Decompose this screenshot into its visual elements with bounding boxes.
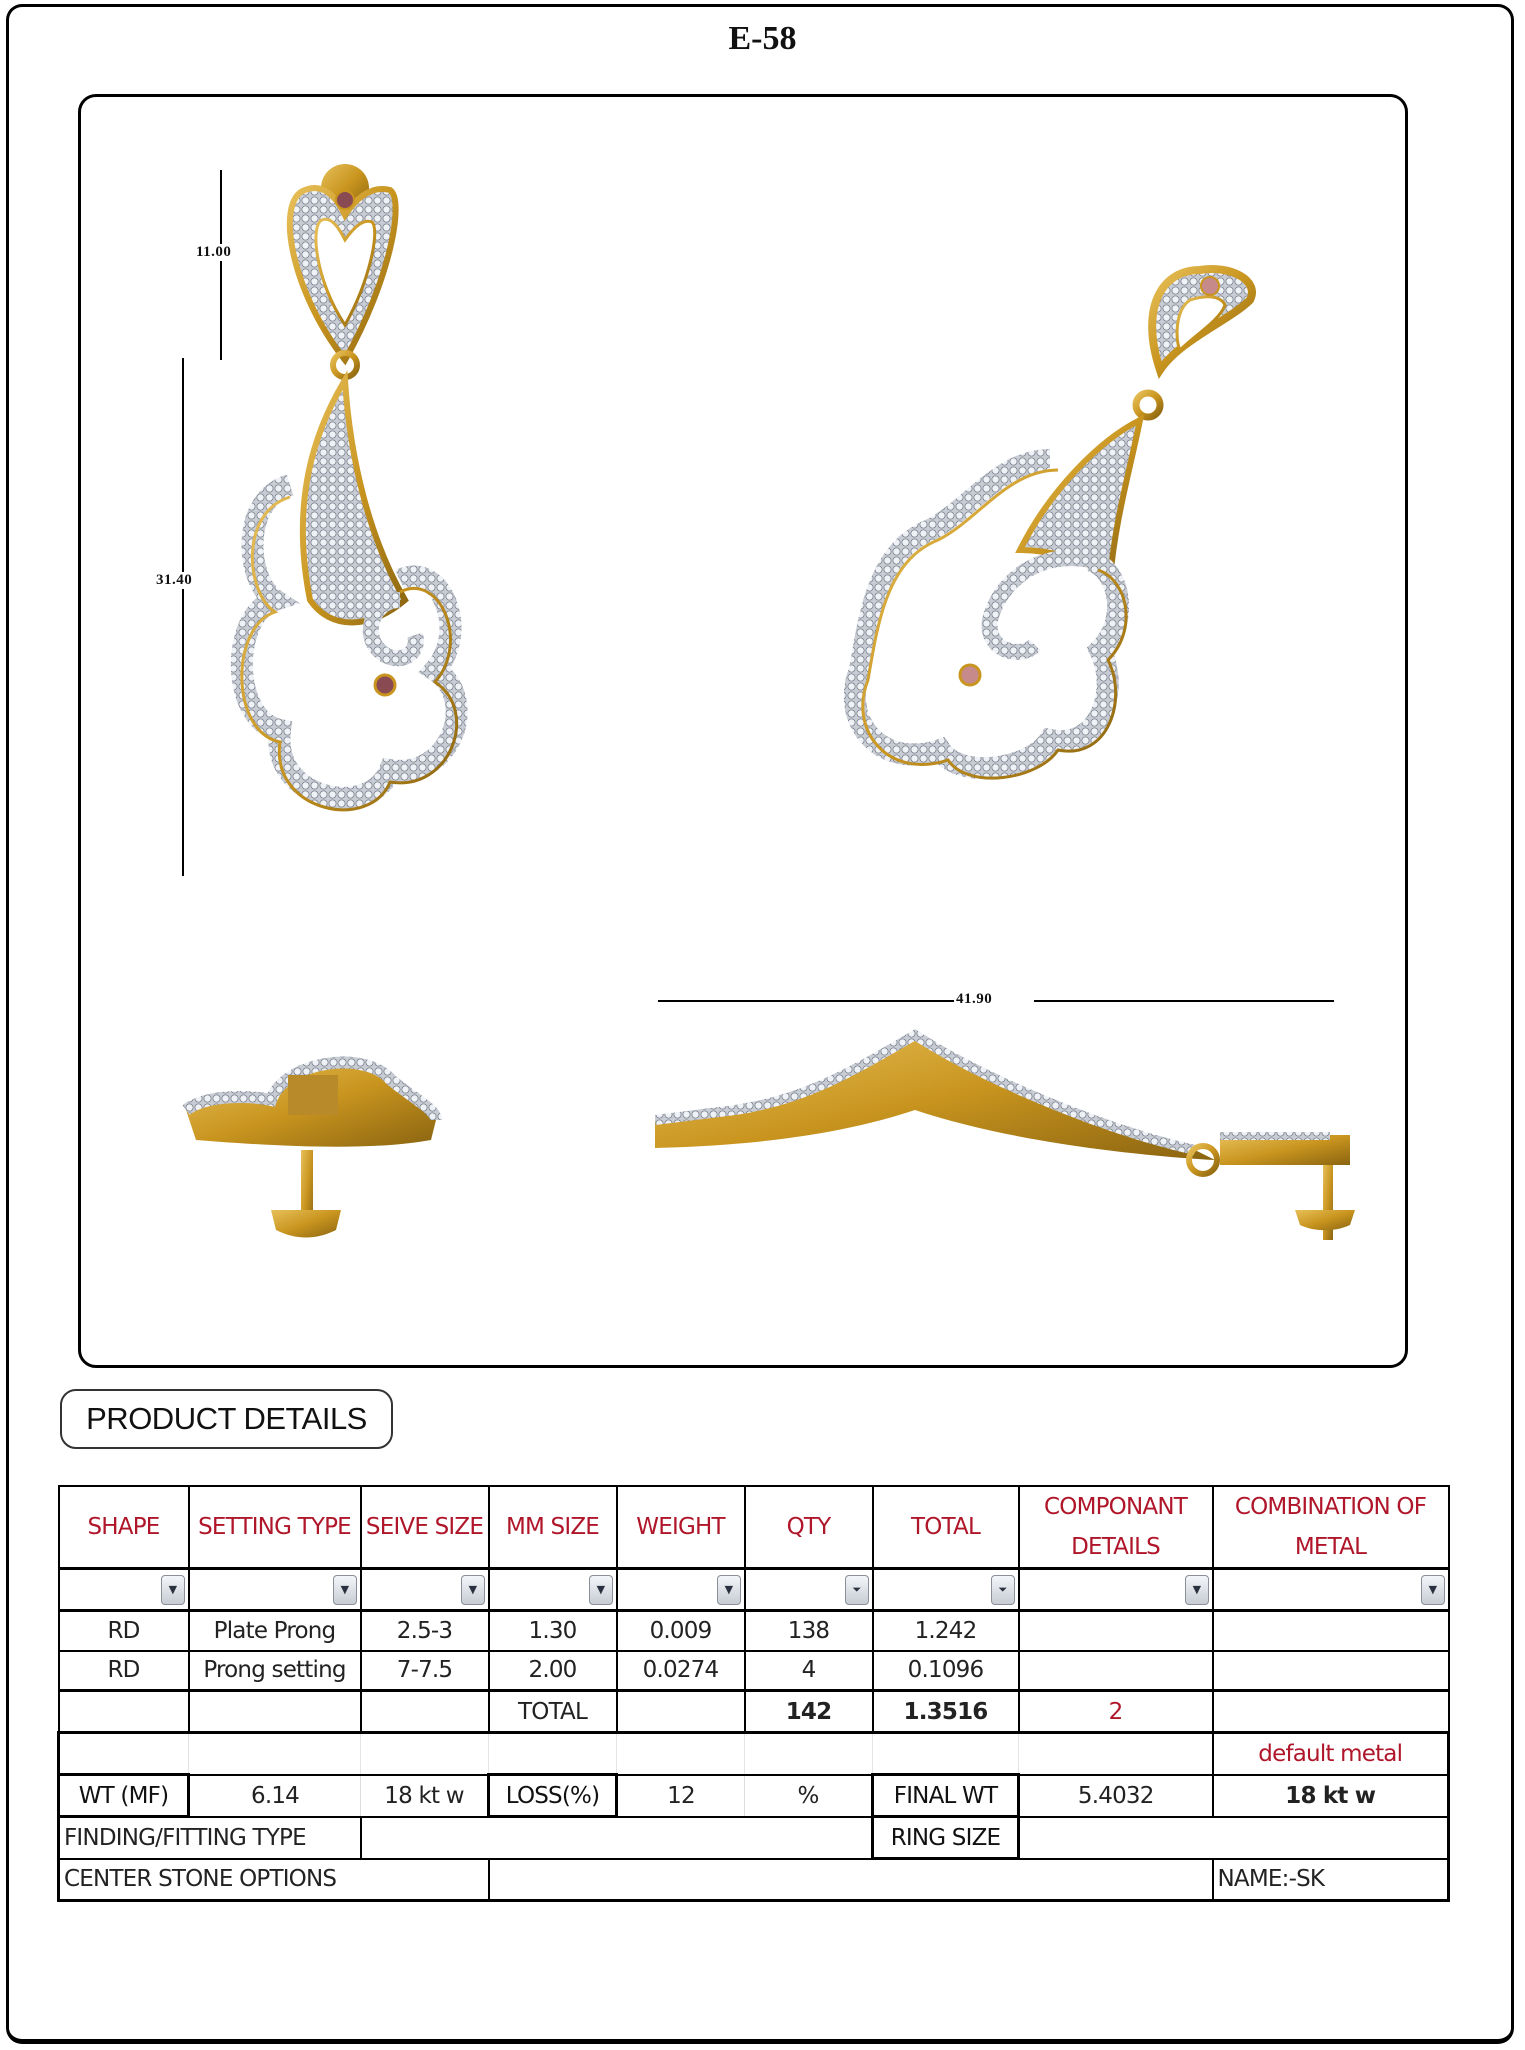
default-metal-row [59, 1733, 1449, 1775]
loss-label: LOSS(%) [489, 1775, 617, 1817]
dimension-line-side-left [658, 1000, 958, 1002]
dropdown-arrow-icon[interactable]: ▼ [333, 1575, 357, 1605]
total-qty: 142 [745, 1691, 873, 1733]
header-seive-size: SEIVE SIZE [361, 1486, 489, 1569]
design-code-title: E-58 [728, 20, 797, 57]
cell-qty: 138 [745, 1611, 873, 1651]
designer-name: NAME:-SK [1213, 1859, 1449, 1901]
dropdown-arrow-icon[interactable]: ▼ [161, 1575, 185, 1605]
cell-metal [1213, 1651, 1449, 1691]
cell-mm-size: 1.30 [489, 1611, 617, 1651]
total-row [59, 1691, 1449, 1733]
cell-shape: RD [59, 1651, 189, 1691]
cell-setting-type: Prong setting [189, 1651, 361, 1691]
cell-weight: 0.0274 [617, 1651, 745, 1691]
finding-row [59, 1817, 1449, 1859]
dropdown-arrow-icon[interactable]: ▼ [1185, 1575, 1209, 1605]
filter-row [59, 1569, 1449, 1611]
cell-total: 1.242 [873, 1611, 1019, 1651]
finding-type-value [361, 1817, 873, 1859]
center-stone-row [59, 1859, 1449, 1901]
ring-size-value [1019, 1817, 1449, 1859]
total-label: TOTAL [489, 1691, 617, 1733]
weight-row [59, 1775, 1449, 1817]
final-wt-label: FINAL WT [873, 1775, 1019, 1817]
total-component-count: 2 [1019, 1691, 1213, 1733]
cell-seive-size: 2.5-3 [361, 1611, 489, 1651]
center-stone-value [489, 1859, 1213, 1901]
header-componant-details: COMPONANT DETAILS [1019, 1486, 1213, 1569]
earring-perspective-view [820, 250, 1270, 790]
loss-value: 12 [617, 1775, 745, 1817]
earring-front-view [220, 160, 480, 870]
dimension-side-length: 41.90 [956, 991, 993, 1007]
table-row [59, 1651, 1449, 1691]
cell-weight: 0.009 [617, 1611, 745, 1651]
header-row [59, 1486, 1449, 1569]
cell-mm-size: 2.00 [489, 1651, 617, 1691]
wt-mf-label: WT (MF) [59, 1775, 189, 1817]
header-qty: QTY [745, 1486, 873, 1569]
header-setting-type: SETTING TYPE [189, 1486, 361, 1569]
earring-top-view [176, 1040, 446, 1255]
product-details-heading: PRODUCT DETAILS [60, 1389, 393, 1449]
header-shape: SHAPE [59, 1486, 189, 1569]
cell-component [1019, 1611, 1213, 1651]
earring-side-view [655, 1020, 1355, 1250]
dropdown-arrow-icon[interactable]: ▼ [461, 1575, 485, 1605]
cell-qty: 4 [745, 1651, 873, 1691]
dimension-line-drop [182, 358, 184, 876]
dropdown-arrow-icon[interactable]: ▼ [589, 1575, 613, 1605]
ring-size-label: RING SIZE [873, 1817, 1019, 1859]
dimension-drop-height: 31.40 [156, 572, 193, 588]
table-row [59, 1611, 1449, 1651]
header-total: TOTAL [873, 1486, 1019, 1569]
loss-unit: % [745, 1775, 873, 1817]
default-metal-label: default metal [1213, 1733, 1449, 1775]
final-metal: 18 kt w [1213, 1775, 1449, 1817]
wt-mf-value: 6.14 [189, 1775, 361, 1817]
cell-total: 0.1096 [873, 1651, 1019, 1691]
dropdown-arrow-icon[interactable]: ▼ [1421, 1575, 1445, 1605]
header-mm-size: MM SIZE [489, 1486, 617, 1569]
filter-funnel-icon[interactable]: ⏷ [845, 1575, 869, 1605]
total-weight: 1.3516 [873, 1691, 1019, 1733]
cell-shape: RD [59, 1611, 189, 1651]
header-weight: WEIGHT [617, 1486, 745, 1569]
dropdown-arrow-icon[interactable]: ▼ [717, 1575, 741, 1605]
cell-metal [1213, 1611, 1449, 1651]
header-combination-of-metal: COMBINATION OF METAL [1213, 1486, 1449, 1569]
product-details-table [57, 1485, 1450, 1902]
filter-funnel-icon[interactable]: ⏷ [991, 1575, 1015, 1605]
dimension-top-height: 11.00 [196, 244, 232, 260]
dimension-line-side-right [1034, 1000, 1334, 1002]
center-stone-label: CENTER STONE OPTIONS [59, 1859, 489, 1901]
finding-type-label: FINDING/FITTING TYPE [59, 1817, 361, 1859]
cell-seive-size: 7-7.5 [361, 1651, 489, 1691]
wt-metal: 18 kt w [361, 1775, 489, 1817]
final-wt-value: 5.4032 [1019, 1775, 1213, 1817]
cell-setting-type: Plate Prong [189, 1611, 361, 1651]
cell-component [1019, 1651, 1213, 1691]
